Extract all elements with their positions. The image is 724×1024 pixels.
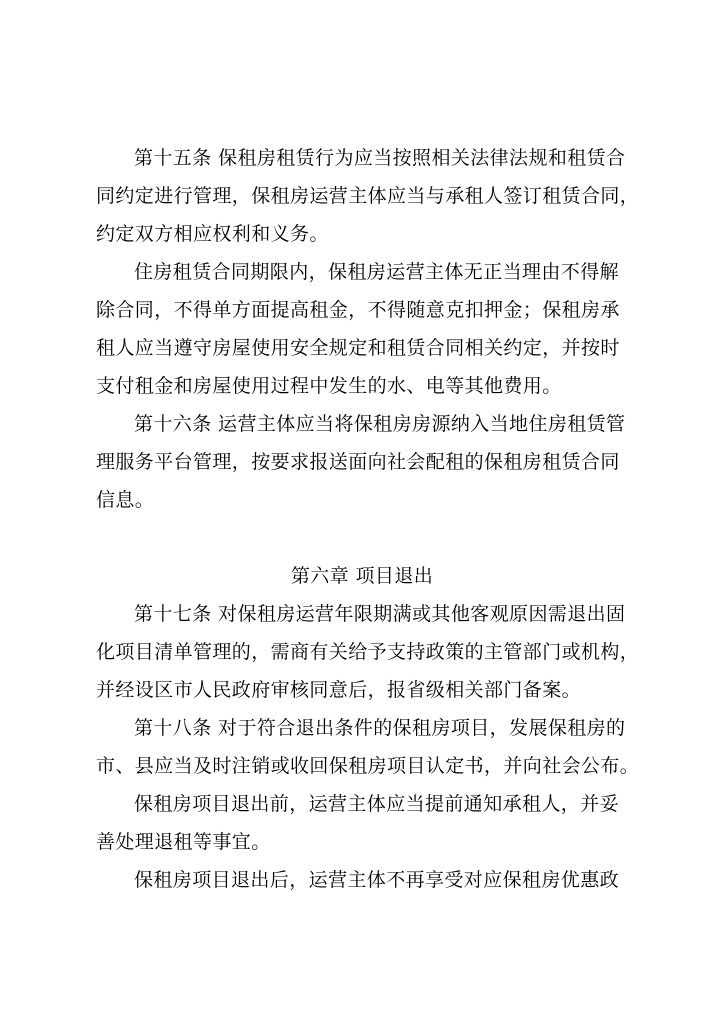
paragraph-line: 市、县应当及时注销或收回保租房项目认定书，并向社会公布。 xyxy=(96,755,640,777)
paragraph-line: 并经设区市人民政府审核同意后，报省级相关部门备案。 xyxy=(96,679,582,701)
paragraph-line: 支付租金和房屋使用过程中发生的水、电等其他费用。 xyxy=(96,375,562,397)
paragraph-line: 信息。 xyxy=(96,489,155,511)
chapter-heading: 第六章 项目退出 xyxy=(290,565,434,587)
paragraph-line: 第十六条 运营主体应当将保租房房源纳入当地住房租赁管 xyxy=(134,413,626,435)
paragraph-line: 保租房项目退出前，运营主体应当提前通知承租人，并妥 xyxy=(134,793,620,815)
paragraph-line: 保租房项目退出后，运营主体不再享受对应保租房优惠政 xyxy=(134,869,620,891)
paragraph-line: 第十七条 对保租房运营年限期满或其他客观原因需退出固 xyxy=(134,603,626,625)
paragraph-line: 住房租赁合同期限内，保租房运营主体无正当理由不得解 xyxy=(134,261,620,283)
paragraph-line: 善处理退租等事宜。 xyxy=(96,831,271,853)
paragraph-line: 租人应当遵守房屋使用安全规定和租赁合同相关约定，并按时 xyxy=(96,337,620,359)
paragraph-line: 第十八条 对于符合退出条件的保租房项目，发展保租房的 xyxy=(134,717,626,739)
paragraph-line: 理服务平台管理，按要求报送面向社会配租的保租房租赁合同 xyxy=(96,451,620,473)
paragraph-line: 同约定进行管理，保租房运营主体应当与承租人签订租赁合同， xyxy=(96,185,640,207)
paragraph-line: 除合同，不得单方面提高租金，不得随意克扣押金；保租房承 xyxy=(96,299,620,321)
paragraph-line: 化项目清单管理的，需商有关给予支持政策的主管部门或机构， xyxy=(96,641,640,663)
paragraph-line: 第十五条 保租房租赁行为应当按照相关法律法规和租赁合 xyxy=(134,147,626,169)
paragraph-line: 约定双方相应权利和义务。 xyxy=(96,223,329,245)
